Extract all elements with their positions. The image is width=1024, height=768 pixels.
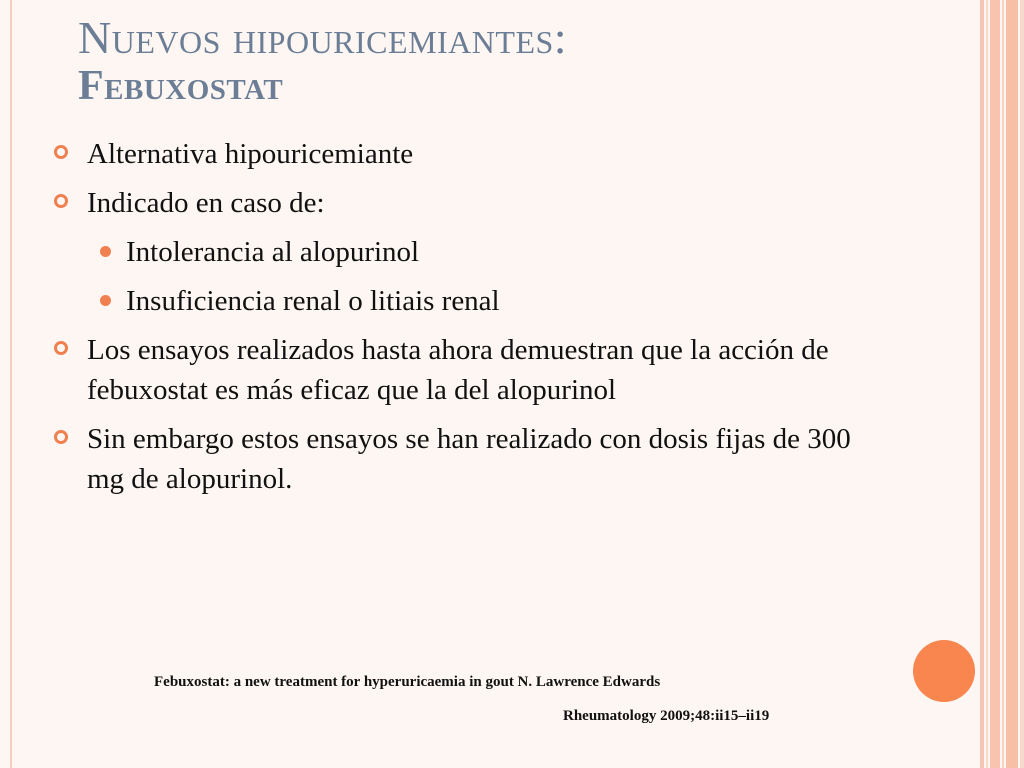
title-line-1: Nuevos hipouricemiantes: (78, 12, 568, 63)
bullet-item (52, 183, 852, 223)
bullet-text: Sin embargo estos ensayos se han realizado con dosis fijas de 300 mg de alopurinol. (87, 423, 851, 495)
ring-bullet-icon (54, 194, 68, 208)
bullet-item (52, 330, 852, 410)
bullet-text: Alternativa hipouricemiante (87, 138, 414, 170)
sub-bullet-item (52, 232, 852, 272)
reference-line-1: Febuxostat: a new treatment for hyperuricaemia in gout N. Lawrence Edwards (154, 674, 661, 690)
ring-bullet-icon (54, 341, 68, 355)
left-border-line (10, 0, 12, 768)
ring-bullet-icon (54, 430, 68, 444)
bullet-item (52, 134, 852, 174)
bullet-text: Los ensayos realizados hasta ahora demuestran que la acción de febuxostat es más eficaz que la del alopurinol (87, 334, 829, 406)
slide-title (78, 14, 898, 110)
bullet-item (52, 419, 852, 499)
ring-bullet-icon (54, 145, 68, 159)
decorative-circle (913, 640, 975, 702)
dot-bullet-icon (100, 295, 111, 306)
sub-bullet-text: Intolerancia al alopurinol (126, 236, 420, 268)
sub-bullet-item (52, 281, 852, 321)
title-line-2: Febuxostat (78, 63, 284, 109)
bullet-list (52, 134, 852, 508)
decorative-stripes (980, 0, 1024, 768)
dot-bullet-icon (100, 246, 111, 257)
sub-bullet-text: Insuficiencia renal o litiais renal (126, 285, 500, 317)
reference-line-2: Rheumatology 2009;48:ii15–ii19 (563, 708, 770, 724)
bullet-text: Indicado en caso de: (87, 187, 325, 219)
